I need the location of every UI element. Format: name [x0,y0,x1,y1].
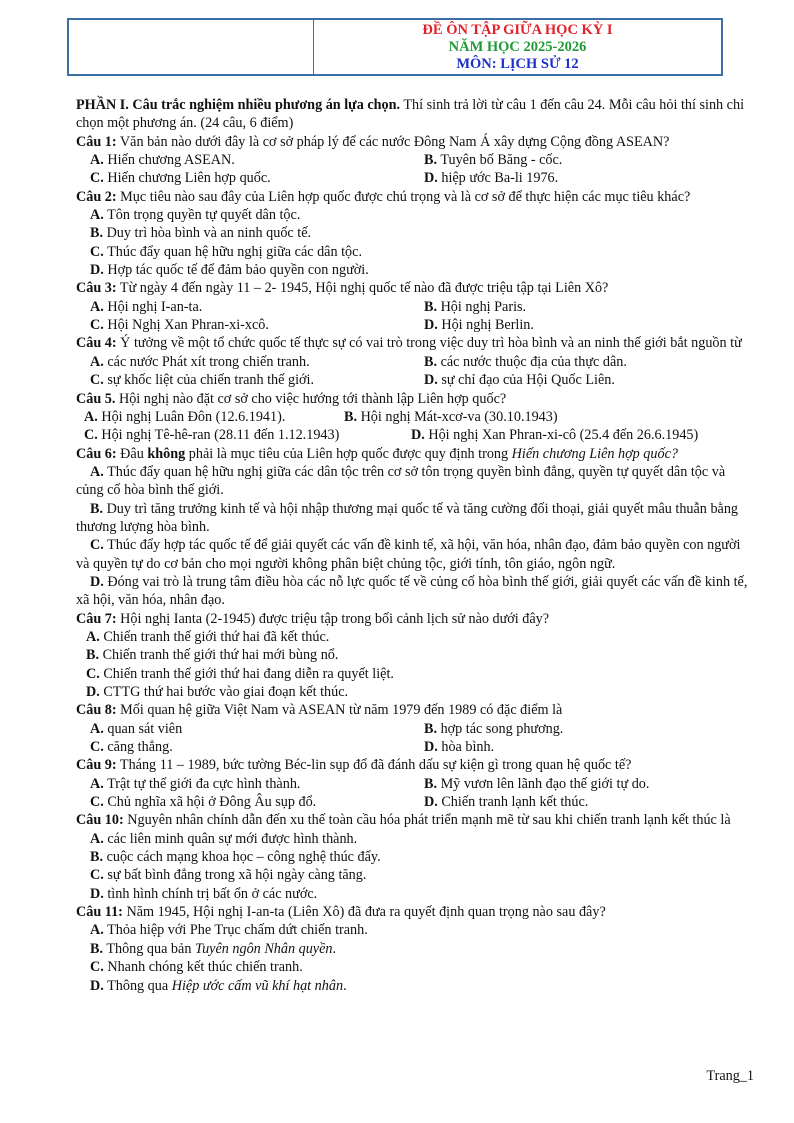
q6-option-b: B. Duy trì tăng trưởng kinh tế và hội nhập thương mại quốc tế và tăng cường đối thoại, giải quyết mâu thuẫn bằng thương lượng hòa bình. [76,500,739,535]
q2-option-a: A. Tôn trọng quyền tự quyết dân tộc. [90,207,301,224]
q8-options-row1: A. quan sát viên B. hợp tác song phương. [90,720,564,737]
subject: MÔN: LỊCH SỬ 12 [456,55,579,72]
q10-option-a: A. các liên minh quân sự mới được hình thành. [90,830,358,847]
q7-option-a: A. Chiến tranh thế giới thứ hai đã kết thúc. [86,628,330,645]
q1-options-row2: C. Hiến chương Liên hợp quốc. D. hiệp ước Ba-li 1976. [90,170,559,187]
exam-content [76,96,756,995]
q5-options-row1: A. Hội nghị Luân Đôn (12.6.1941). B. Hội nghị Mát-xcơ-va (30.10.1943) [84,408,558,425]
question-11: Câu 11: Năm 1945, Hội nghị I-an-ta (Liên Xô) đã đưa ra quyết định quan trọng nào sau đây? [76,904,606,921]
part1-heading: PHẦN I. Câu trắc nghiệm nhiều phương án lựa chọn. Thí sinh trả lời từ câu 1 đến câu 24. Mỗi câu hỏi thí sinh chỉ chọn một phương án. (24 câu, 6 điểm) [76,97,745,132]
q11-option-a: A. Thỏa hiệp với Phe Trục chấm dứt chiến tranh. [90,922,368,939]
header-title-cell [314,20,721,74]
q10-option-c: C. sự bất bình đẳng trong xã hội ngày càng tăng. [90,867,367,884]
exam-title: ĐỀ ÔN TẬP GIỮA HỌC KỲ I [422,21,613,38]
q2-option-d: D. Hợp tác quốc tế để đảm bảo quyền con người. [90,262,369,279]
q7-option-b: B. Chiến tranh thế giới thứ hai mới bùng nổ. [86,647,339,664]
q9-options-row2: C. Chủ nghĩa xã hội ở Đông Âu sụp đổ. D. Chiến tranh lạnh kết thúc. [90,794,589,811]
q11-option-b: B. Thông qua bản Tuyên ngôn Nhân quyền. [90,940,337,957]
q4-options-row2: C. sự khốc liệt của chiến tranh thế giới. D. sự chỉ đạo của Hội Quốc Liên. [90,372,615,389]
header-left-cell [69,20,314,74]
q1-options-row1: A. Hiến chương ASEAN. B. Tuyên bố Băng - cốc. [90,152,563,169]
q3-options-row2: C. Hội Nghị Xan Phran-xi-xcô. D. Hội nghị Berlin. [90,317,534,334]
q6-option-d: D. Đóng vai trò là trung tâm điều hòa các nỗ lực quốc tế về củng cố hòa bình thế giới, giải quyết các vấn đề kinh tế, xã hội, văn hóa, nhân đạo. [76,573,748,609]
header-box [67,18,723,76]
q8-options-row2: C. căng thẳng. D. hòa bình. [90,739,495,756]
q7-option-c: C. Chiến tranh thế giới thứ hai đang diễn ra quyết liệt. [86,665,394,682]
q2-option-b: B. Duy trì hòa bình và an ninh quốc tế. [90,225,312,242]
question-1: Câu 1: Văn bản nào dưới đây là cơ sở pháp lý để các nước Đông Nam Á xây dựng Cộng đồng ASEAN? [76,133,670,150]
question-7: Câu 7: Hội nghị Ianta (2-1945) được triệu tập trong bối cảnh lịch sử nào dưới đây? [76,610,550,627]
question-5: Câu 5. Hội nghị nào đặt cơ sở cho việc hướng tới thành lập Liên hợp quốc? [76,390,507,407]
q10-option-b: B. cuộc cách mạng khoa học – công nghệ thúc đẩy. [90,849,381,866]
q10-option-d: D. tình hình chính trị bất ổn ở các nước. [90,885,318,902]
q2-option-c: C. Thúc đẩy quan hệ hữu nghị giữa các dân tộc. [90,243,362,260]
q9-options-row1: A. Trật tự thế giới đa cực hình thành. B. Mỹ vươn lên lãnh đạo thế giới tự do. [90,775,650,792]
q4-options-row1: A. các nước Phát xít trong chiến tranh. B. các nước thuộc địa của thực dân. [90,353,627,370]
question-9: Câu 9: Tháng 11 – 1989, bức tường Béc-lin sụp đổ đã đánh dấu sự kiện gì trong quan hệ quốc tế? [76,757,632,774]
q6-option-a: A. Thúc đẩy quan hệ hữu nghị giữa các dân tộc trên cơ sở tôn trọng quyền bình đẳng, quyền tự quyết dân tộc và củng cố hòa bình thế giới. [76,463,726,499]
question-2: Câu 2: Mục tiêu nào sau đây của Liên hợp quốc được chú trọng và là cơ sở để thực hiện các mục tiêu khác? [76,188,691,205]
q5-options-row2: C. Hội nghị Tê-hê-ran (28.11 đến 1.12.1943) D. Hội nghị Xan Phran-xi-cô (25.4 đến 26.6.1945) [84,427,699,444]
q3-options-row1: A. Hội nghị I-an-ta. B. Hội nghị Paris. [90,298,527,315]
question-6: Câu 6: Đâu không phải là mục tiêu của Liên hợp quốc được quy định trong Hiến chương Liên hợp quốc? [76,445,678,462]
q11-option-c: C. Nhanh chóng kết thúc chiến tranh. [90,959,303,976]
q6-option-c: C. Thúc đẩy hợp tác quốc tế để giải quyết các vấn đề kinh tế, xã hội, văn hóa, nhân đạo, đảm bảo quyền con người và quyền tự do cơ bản cho mọi người không phân biệt chủng tộc, giới tính, tôn giáo, ngôn ngữ. [76,537,741,572]
school-year: NĂM HỌC 2025-2026 [448,38,587,55]
question-8: Câu 8: Mối quan hệ giữa Việt Nam và ASEAN từ năm 1979 đến 1989 có đặc điểm là [76,702,563,719]
question-3: Câu 3: Từ ngày 4 đến ngày 11 – 2- 1945, Hội nghị quốc tế nào đã được triệu tập tại Liên Xô? [76,280,609,297]
question-4: Câu 4: Ý tưởng về một tổ chức quốc tế thực sự có vai trò trong việc duy trì hòa bình và an ninh thế giới bắt nguồn từ [76,335,742,352]
question-10: Câu 10: Nguyên nhân chính dẫn đến xu thế toàn cầu hóa phát triển mạnh mẽ từ sau khi chiến tranh lạnh kết thúc là [76,812,731,829]
q7-option-d: D. CTTG thứ hai bước vào giai đoạn kết thúc. [86,684,349,700]
q11-option-d: D. Thông qua Hiệp ước cấm vũ khí hạt nhân. [90,977,347,994]
page-number: Trang_1 [706,1068,754,1084]
